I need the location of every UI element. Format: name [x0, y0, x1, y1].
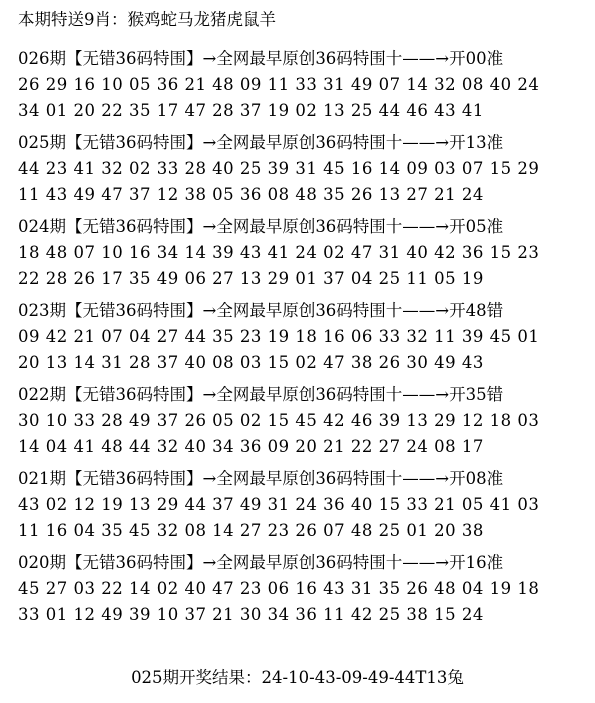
- period-title: 021期【无错36码特围】→全网最早原创36码特围十——→开08准: [18, 469, 504, 488]
- period-title: 026期【无错36码特围】→全网最早原创36码特围十——→开00准: [18, 49, 504, 68]
- number-row: 26 29 16 10 05 36 21 48 09 11 33 31 49 07 14 32 08 40 24: [18, 75, 540, 94]
- number-row: 33 01 12 49 39 10 37 21 30 34 36 11 42 25 38 15 24: [18, 605, 484, 624]
- draw-result-footer: 025期开奖结果：24-10-43-09-49-44T13兔: [131, 668, 464, 687]
- header-zodiac-line: 本期特送9肖：猴鸡蛇马龙猪虎鼠羊: [18, 10, 276, 29]
- period-title: 023期【无错36码特围】→全网最早原创36码特围十——→开48错: [18, 301, 504, 320]
- period-title: 024期【无错36码特围】→全网最早原创36码特围十——→开05准: [18, 217, 504, 236]
- period-title: 020期【无错36码特围】→全网最早原创36码特围十——→开16准: [18, 553, 504, 572]
- period-title: 022期【无错36码特围】→全网最早原创36码特围十——→开35错: [18, 385, 504, 404]
- number-row: 14 04 41 48 44 32 40 34 36 09 20 21 22 27 24 08 17: [18, 437, 484, 456]
- number-row: 43 02 12 19 13 29 44 37 49 31 24 36 40 15 33 21 05 41 03: [18, 495, 540, 514]
- period-title: 025期【无错36码特围】→全网最早原创36码特围十——→开13准: [18, 133, 504, 152]
- number-row: 22 28 26 17 35 49 06 27 13 29 01 37 04 25 11 05 19: [18, 269, 484, 288]
- number-row: 44 23 41 32 02 33 28 40 25 39 31 45 16 14 09 03 07 15 29: [18, 159, 540, 178]
- number-row: 34 01 20 22 35 17 47 28 37 19 02 13 25 44 46 43 41: [18, 101, 484, 120]
- number-row: 11 16 04 35 45 32 08 14 27 23 26 07 48 25 01 20 38: [18, 521, 484, 540]
- number-row: 45 27 03 22 14 02 40 47 23 06 16 43 31 35 26 48 04 19 18: [18, 579, 540, 598]
- number-row: 18 48 07 10 16 34 14 39 43 41 24 02 47 31 40 42 36 15 23: [18, 243, 540, 262]
- number-row: 09 42 21 07 04 27 44 35 23 19 18 16 06 33 32 11 39 45 01: [18, 327, 540, 346]
- number-row: 30 10 33 28 49 37 26 05 02 15 45 42 46 39 13 29 12 18 03: [18, 411, 540, 430]
- number-row: 20 13 14 31 28 37 40 08 03 15 02 47 38 26 30 49 43: [18, 353, 484, 372]
- number-row: 11 43 49 47 37 12 38 05 36 08 48 35 26 13 27 21 24: [18, 185, 484, 204]
